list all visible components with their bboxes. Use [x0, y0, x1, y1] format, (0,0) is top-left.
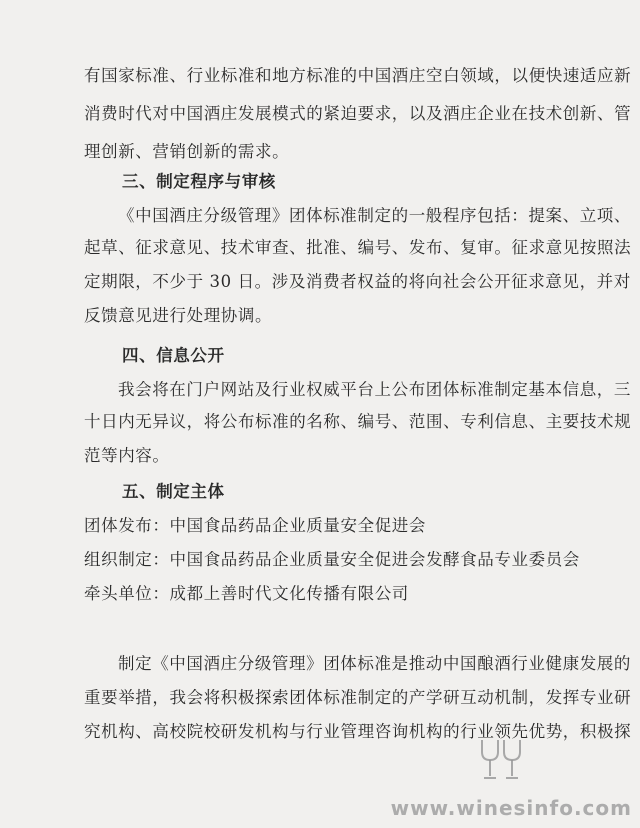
- paragraph-line: 重要举措，我会将积极探索团体标准制定的产学研互动机制，发挥专业研: [84, 688, 632, 707]
- paragraph-line: 反馈意见进行处理协调。: [84, 306, 273, 325]
- paragraph-line: 范等内容。: [84, 446, 170, 465]
- paragraph-line: 究机构、高校院校研发机构与行业管理咨询机构的行业领先优势，积极探: [84, 722, 632, 741]
- site-watermark: www.winesinfo.com: [390, 796, 632, 820]
- paragraph-line: 我会将在门户网站及行业权威平台上公布团体标准制定基本信息，三: [118, 380, 631, 399]
- paragraph-line: 有国家标准、行业标准和地方标准的中国酒庄空白领域，以便快速适应新: [84, 66, 632, 85]
- paragraph-line: 理创新、营销创新的需求。: [84, 142, 290, 161]
- paragraph-line: 消费时代对中国酒庄发展模式的紧迫要求，以及酒庄企业在技术创新、管: [84, 104, 632, 123]
- paragraph-line: 制定《中国酒庄分级管理》团体标准是推动中国酿酒行业健康发展的: [118, 654, 631, 673]
- section-heading: 四、信息公开: [122, 346, 225, 365]
- lead-unit-line: 牵头单位：成都上善时代文化传播有限公司: [84, 584, 409, 603]
- paragraph-line: 《中国酒庄分级管理》团体标准制定的一般程序包括：提案、立项、: [118, 206, 631, 225]
- wine-glass-logo-icon: [478, 738, 526, 782]
- paragraph-line: 起草、征求意见、技术审查、批准、编号、发布、复审。征求意见按照法: [84, 238, 632, 257]
- paragraph-line: 定期限，不少于 30 日。涉及消费者权益的将向社会公开征求意见，并对: [84, 272, 631, 291]
- section-heading: 五、制定主体: [122, 482, 225, 501]
- paragraph-line: 十日内无异议，将公布标准的名称、编号、范围、专利信息、主要技术规: [84, 412, 632, 431]
- publisher-line: 团体发布：中国食品药品企业质量安全促进会: [84, 516, 426, 535]
- organizer-line: 组织制定：中国食品药品企业质量安全促进会发酵食品专业委员会: [84, 550, 580, 569]
- section-heading: 三、制定程序与审核: [122, 172, 276, 191]
